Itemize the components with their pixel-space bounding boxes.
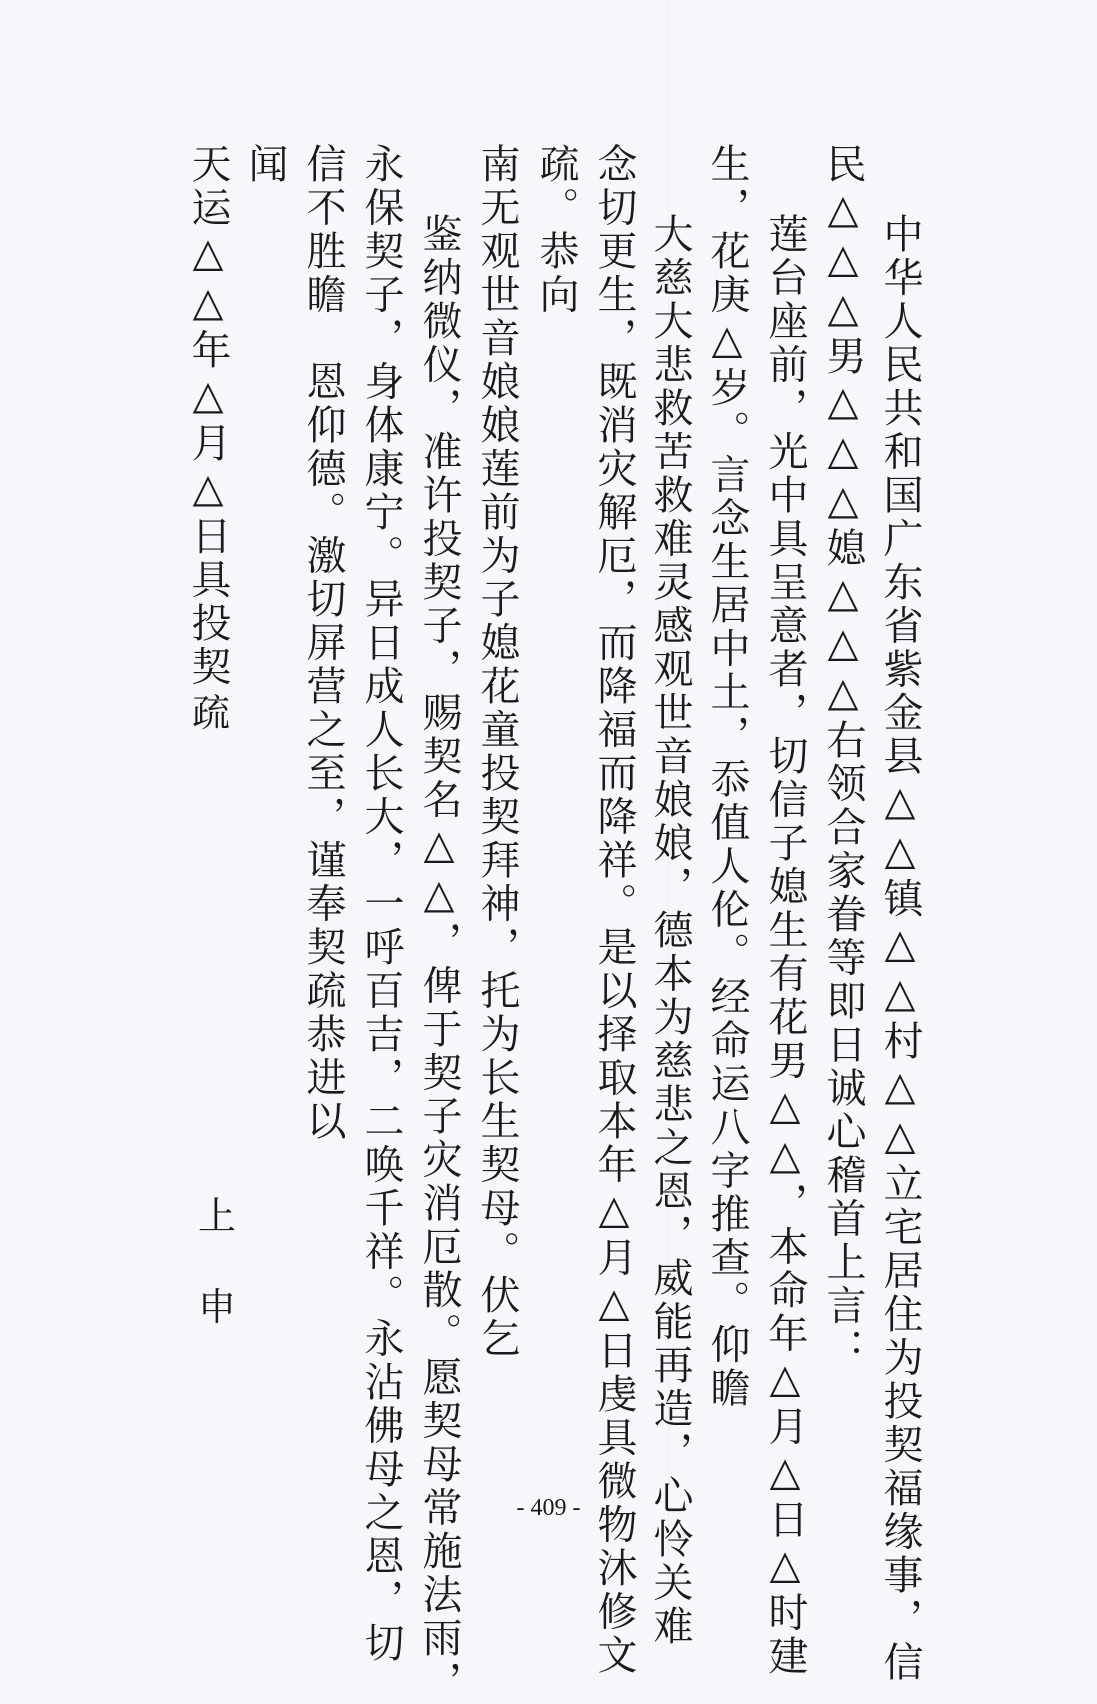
text-column-9: 鉴纳微仪，准许投契子，赐契名△△，俾于契子灾消厄散。愿契母常施法雨， [416,213,462,1704]
text-column-4: 生，花庚△岁。言念生居中土，忝值人伦。经命运八字推查。仰瞻 [704,143,750,1411]
signature-shang: 上 [198,1194,237,1238]
text-column-10: 永保契子，身体康宁。异日成人长大，一呼百吉，二唤千祥。永沾佛母之恩，切 [358,143,404,1666]
text-column-1: 中华人民共和国广东省紫金县△△镇△△村△△立宅居住为投契福缘事，信 [877,213,923,1685]
text-column-7: 疏。恭向 [533,143,579,317]
signature-shen: 申 [198,1285,237,1329]
text-column-5: 大慈大悲救苦救难灵感观世音娘娘，德本为慈悲之恩，威能再造，心怜关难 [647,213,693,1649]
signature-shu: 疏 [192,691,231,735]
text-column-8: 南无观世音娘娘莲前为子媳花童投契拜神，托为长生契母。伏乞 [474,143,520,1361]
text-column-13: 天运△△年△月△日具投契 [185,143,231,689]
text-column-2: 民△△△男△△△媳△△△右领合家眷等即日诚心稽首上言： [820,143,866,1372]
text-column-6: 念切更生，既消灾解厄，而降福而降祥。是以择取本年△月△日虔具微物沐修文 [591,143,637,1678]
page-number: - 409 - [516,1495,581,1521]
text-column-12: 闻 [242,143,288,187]
text-column-3: 莲台座前，光中具呈意者，切信子媳生有花男△△，本命年△月△日△时建 [762,213,808,1679]
text-column-11: 信不胜瞻 恩仰德。激切屏营之至，谨奉契疏恭进以 [300,143,346,1144]
